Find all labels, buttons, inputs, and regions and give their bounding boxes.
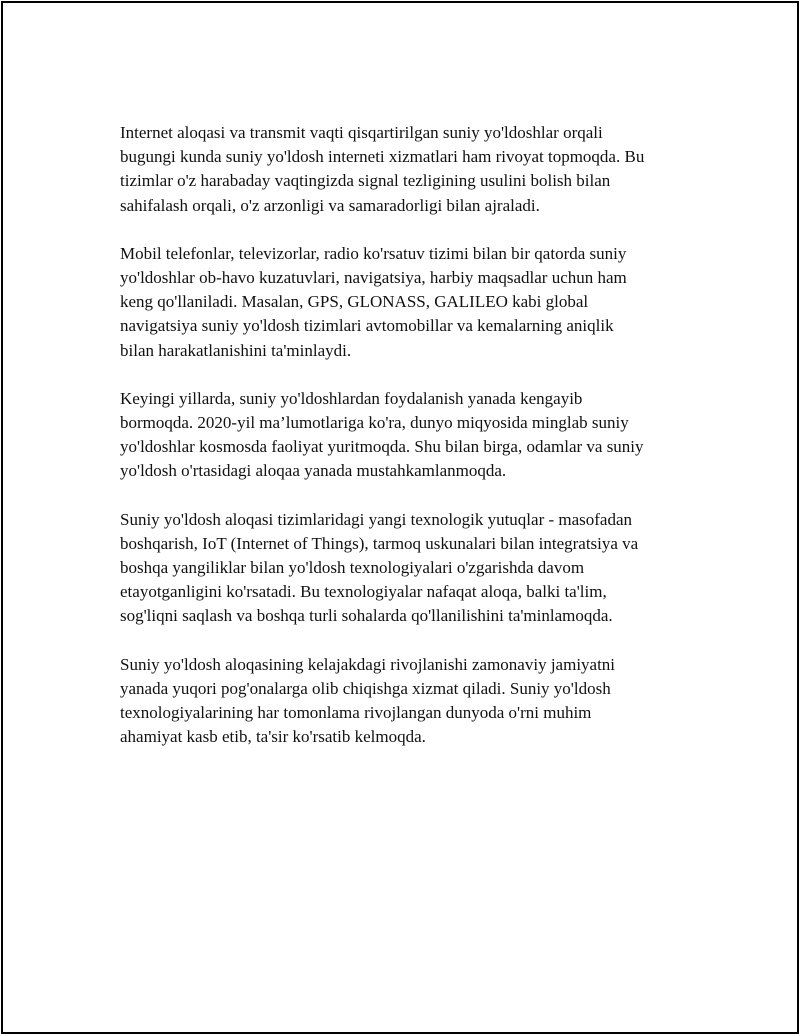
paragraph-5: Suniy yo'ldosh aloqasining kelajakdagi rivojlanishi zamonaviy jamiyatni yanada yuqori pog'onalarga olib chiqishga xizmat qiladi. Suniy yo'ldosh texnologiyalarining har tomonlama rivojlangan dunyoda o'rni muhim ahamiyat kasb etib, ta'sir ko'rsatib kelmoqda. [120, 654, 616, 747]
paragraph-3: Keyingi yillarda, suniy yo'ldoshlardan foydalanish yanada kengayib bormoqda. 2020-yil ma’lumotlariga ko'ra, dunyo miqyosida minglab suniy yo'ldoshlar kosmosda faoliyat yuritmoqda. Shu bilan birga, odamlar va suniy yo'ldosh o'rtasidagi aloqaa yanada mustahkamlanmoqda. [120, 388, 644, 481]
paragraph-2: Mobil telefonlar, televizorlar, radio ko'rsatuv tizimi bilan bir qatorda suniy yo'ldoshlar ob-havo kuzatuvlari, navigatsiya, harbiy maqsadlar uchun ham keng qo'llaniladi. Masalan, GPS, GLONASS, GALILEO kabi global navigatsiya suniy yo'ldosh tizimlari avtomobillar va kemalarning aniqlik bilan harakatlanishini ta'minlaydi. [120, 243, 627, 360]
document-body [120, 121, 700, 773]
paragraph-4: Suniy yo'ldosh aloqasi tizimlaridagi yangi texnologik yutuqlar - masofadan boshqarish, IoT (Internet of Things), tarmoq uskunalari bilan integratsiya va boshqa yangiliklar bilan yo'ldosh texnologiyalari o'zgarishda davom etayotganligini ko'rsatadi. Bu texnologiyalar nafaqat aloqa, balki ta'lim, sog'liqni saqlash va boshqa turli sohalarda qo'llanilishini ta'minlamoqda. [120, 509, 639, 626]
paragraph-1: Internet aloqasi va transmit vaqti qisqartirilgan suniy yo'ldoshlar orqali bugungi kunda suniy yo'ldosh interneti xizmatlari ham rivoyat topmoqda. Bu tizimlar o'z harabaday vaqtingizda signal tezligining usulini bolish bilan sahifalash orqali, o'z arzonligi va samaradorligi bilan ajraladi. [120, 123, 645, 215]
page-frame [1, 1, 799, 1034]
